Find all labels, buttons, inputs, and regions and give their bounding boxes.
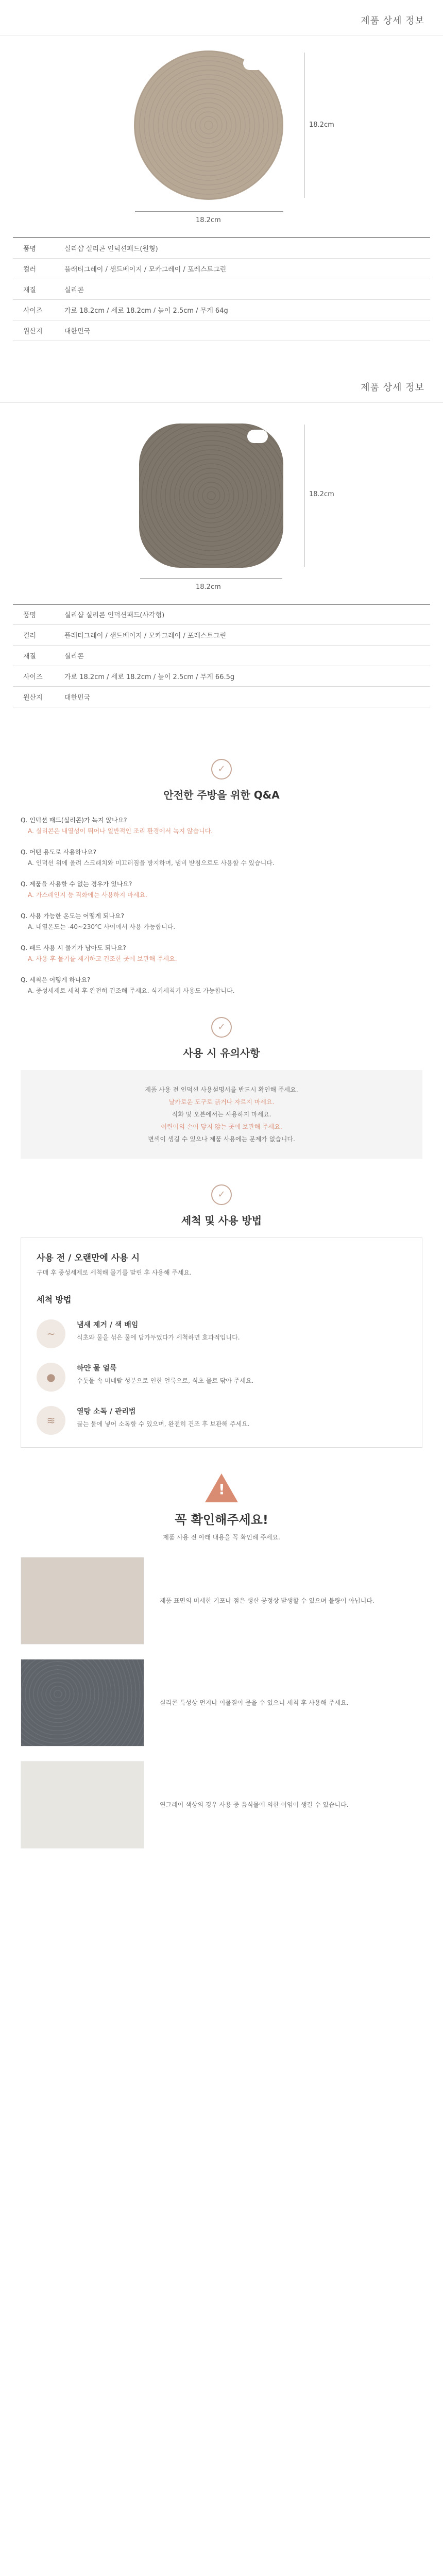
caution-image-dust (21, 1659, 144, 1747)
table-row: 원산지 대한민국 (13, 687, 430, 707)
round-product-image (0, 36, 443, 237)
list-item: 연그레이 색상의 경우 사용 중 음식물에 의한 이염이 생길 수 있습니다. (21, 1761, 422, 1849)
table-row: 재질 실리콘 (13, 279, 430, 299)
caution-image-surface (21, 1557, 144, 1645)
caution-title: 꼭 확인해주세요! (175, 1513, 268, 1527)
list-item: Q. 사용 가능한 온도는 어떻게 되나요? A. 내열온도는 -40~230℃ 사이에서 사용 가능합니다. (21, 912, 176, 930)
list-item: Q. 제품을 사용할 수 없는 경우가 있나요? A. 가스레인지 등 직화에는 사용하지 마세요. (21, 880, 147, 899)
product-info-header-2 (0, 367, 443, 403)
table-row: 품명 실리샵 실리콘 인덕션패드(원형) (13, 238, 430, 258)
list-item: 실리콘 특성상 먼지나 이물질이 묻을 수 있으니 세척 후 사용해 주세요. (21, 1659, 422, 1747)
width-dimension-line (135, 211, 283, 212)
round-pad-image (134, 50, 283, 200)
usage-box: 제품 사용 전 인덕션 사용설명서를 반드시 확인해 주세요. 날카로운 도구로 긁거나 자르지 마세요. 직화 및 오븐에서는 사용하지 마세요. 어린이의 손이 닿지 않는 곳에 보관해 주세요. 변색이 생길 수 있으나 제품 사용에는 문제가 없습니다. (21, 1070, 422, 1159)
width-dimension-line (140, 578, 282, 579)
square-product-image (0, 403, 443, 604)
odor-icon: ~ (37, 1319, 65, 1348)
list-item: Q. 어떤 용도로 사용하나요? A. 인덕션 위에 올려 스크래치와 미끄러짐을 방지하며, 냄비 받침으로도 사용할 수 있습니다. (21, 849, 275, 867)
qa-list (21, 815, 422, 996)
square-spec-table (13, 604, 430, 708)
boiling-pot-icon: ≋ (37, 1406, 65, 1435)
product-info-title: 제품 상세 정보 (361, 382, 424, 393)
list-item: Q. 패드 사용 시 물기가 남아도 되나요? A. 사용 후 물기를 제거하고 건조한 곳에 보관해 주세요. (21, 944, 177, 962)
warning-icon: ! (205, 1473, 238, 1502)
wash-box (21, 1238, 422, 1448)
list-item: Q. 세척은 어떻게 하나요? A. 중성세제로 세척 후 완전히 건조해 주세요. 식기세척기 사용도 가능합니다. (21, 976, 235, 994)
round-spec-table (13, 237, 430, 341)
list-item: ~ 냄새 제거 / 색 배임 식초와 물을 섞은 물에 담가두었다가 세척하면 효과적입니다. (37, 1319, 406, 1348)
wash-title: 세척 및 사용 방법 (181, 1214, 262, 1227)
table-row: 원산지 대한민국 (13, 320, 430, 341)
usage-section (0, 1017, 443, 1159)
table-row: 사이즈 가로 18.2cm / 세로 18.2cm / 높이 2.5cm / 무게 64g (13, 299, 430, 320)
table-row: 컬러 플래티그레이 / 샌드베이지 / 모카그레이 / 포레스트그린 (13, 625, 430, 646)
width-dimension-label: 18.2cm (196, 583, 221, 591)
table-row: 컬러 플래티그레이 / 샌드베이지 / 모카그레이 / 포레스트그린 (13, 258, 430, 279)
list-item: 제품 표면의 미세한 기포나 점은 생산 공정상 발생할 수 있으며 불량이 아닙니다. (21, 1557, 422, 1645)
height-dimension-label: 18.2cm (309, 490, 334, 498)
wash-method-title: 세척 방법 (37, 1295, 72, 1304)
qa-title: 안전한 주방을 위한 Q&A (163, 789, 280, 801)
before-use-title: 사용 전 / 오랜만에 사용 시 (37, 1253, 140, 1263)
square-pad-image (139, 423, 283, 568)
check-circle-icon (211, 759, 232, 779)
caution-image-stain (21, 1761, 144, 1849)
list-item: Q. 인덕션 패드(실리콘)가 녹지 않나요? A. 실리콘은 내열성이 뛰어나 일반적인 조리 환경에서 녹지 않습니다. (21, 817, 213, 835)
qa-section (0, 738, 443, 996)
width-dimension-label: 18.2cm (196, 216, 221, 224)
caution-section (0, 1473, 443, 1543)
list-item: ≋ 열탕 소독 / 관리법 끓는 물에 넣어 소독할 수 있으며, 완전히 건조 후 보관해 주세요. (37, 1406, 406, 1435)
sparkle-circle-icon (211, 1184, 232, 1205)
table-row: 사이즈 가로 18.2cm / 세로 18.2cm / 높이 2.5cm / 무게 66.5g (13, 666, 430, 687)
product-info-header (0, 0, 443, 36)
table-row: 품명 실리샵 실리콘 인덕션패드(사각형) (13, 604, 430, 625)
usage-title: 사용 시 유의사항 (183, 1047, 260, 1059)
list-item: ● 하얀 물 얼룩 수돗물 속 미네랄 성분으로 인한 얼룩으로, 식초 물로 닦아 주세요. (37, 1363, 406, 1392)
info-circle-icon (211, 1017, 232, 1038)
wash-section (0, 1184, 443, 1448)
before-use-text: 구매 후 중성세제로 세척해 물기를 말린 후 사용해 주세요. (37, 1269, 192, 1276)
pad-hang-hole (247, 430, 268, 443)
table-row: 재질 실리콘 (13, 646, 430, 666)
caution-subtitle: 제품 사용 전 아래 내용을 꼭 확인해 주세요. (163, 1534, 280, 1541)
product-info-title: 제품 상세 정보 (361, 15, 424, 26)
water-drop-icon: ● (37, 1363, 65, 1392)
height-dimension-label: 18.2cm (309, 121, 334, 129)
pad-hang-hole (243, 57, 264, 70)
